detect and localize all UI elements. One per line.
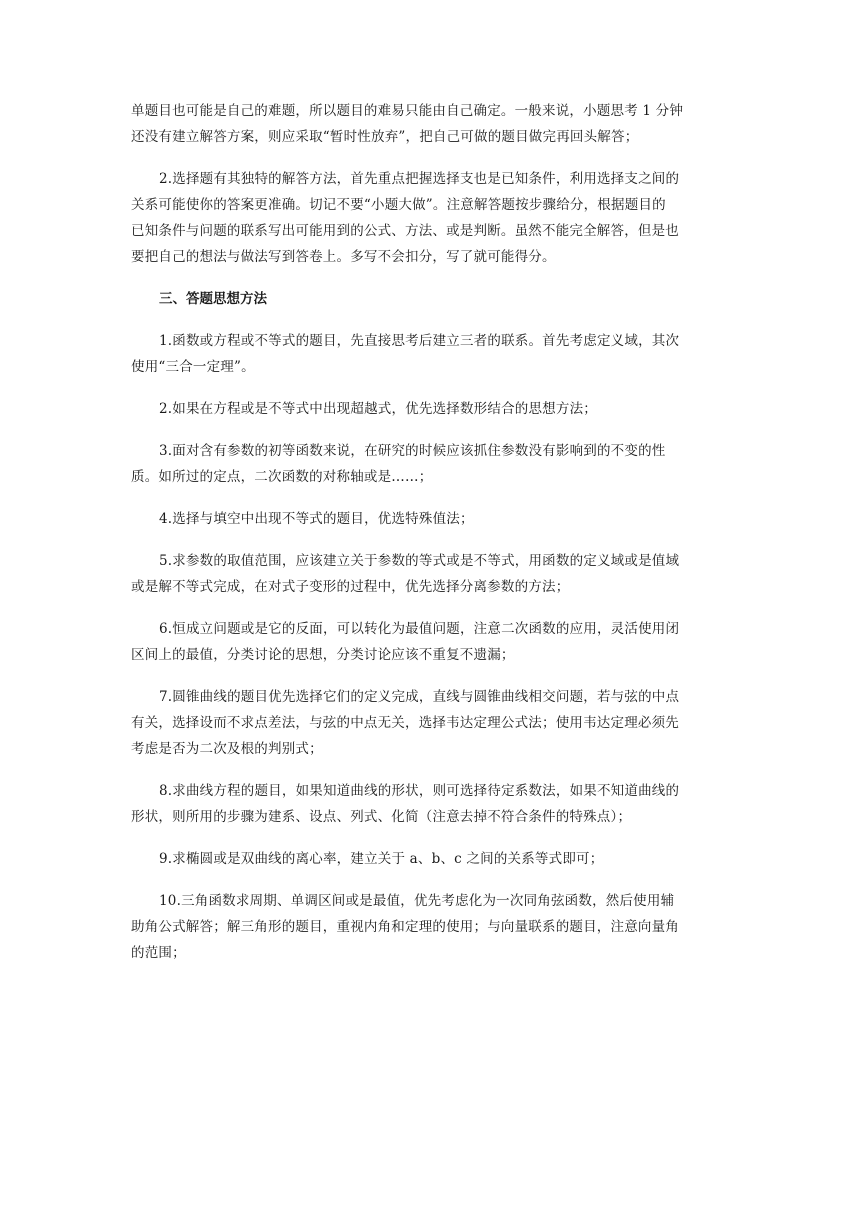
text-line: 使用“三合一定理”。 [131,359,255,375]
list-item [131,506,731,532]
text-line: 9.求椭圆或是双曲线的离心率，建立关于 a、b、c 之间的关系等式即可； [159,851,604,867]
text-line: 助角公式解答；解三角形的题目，重视内角和定理的使用；与向量联系的题目，注意向量角 [131,919,679,935]
list-item [131,778,731,830]
text-line: 单题目也可能是自己的难题，所以题目的难易只能由自己确定。一般来说，小题思考 1 分钟 [131,103,684,119]
list-item [131,396,731,422]
list-item [131,548,731,600]
list-item [131,888,731,966]
text-line: 已知条件与问题的联系写出可能用到的公式、方法、或是判断。虽然不能完全解答，但是也 [131,223,679,239]
text-line: 质。如所过的定点，二次函数的对称轴或是……； [131,469,433,485]
text-line: 2.如果在方程或是不等式中出现超越式，优先选择数形结合的思想方法； [159,401,597,417]
text-line: 要把自己的想法与做法写到答卷上。多写不会扣分，写了就可能得分。 [131,249,556,265]
text-line: 10.三角函数求周期、单调区间或是最值，优先考虑化为一次同角弦函数，然后使用辅 [159,893,675,909]
text-line: 5.求参数的取值范围，应该建立关于参数的等式或是不等式，用函数的定义域或是值域 [159,553,680,569]
document-page [131,98,731,982]
text-line: 7.圆锥曲线的题目优先选择它们的定义完成，直线与圆锥曲线相交问题，若与弦的中点 [159,689,680,705]
text-line: 还没有建立解答方案，则应采取“暂时性放弃”，把自己可做的题目做完再回头解答； [131,129,639,145]
text-line: 4.选择与填空中出现不等式的题目，优选特殊值法； [159,511,474,527]
list-item [131,616,731,668]
text-line: 有关，选择设而不求点差法，与弦的中点无关，选择韦达定理公式法；使用韦达定理必须先 [131,715,679,731]
text-line: 8.求曲线方程的题目，如果知道曲线的形状，则可选择待定系数法，如果不知道曲线的 [159,783,680,799]
list-item [131,438,731,490]
text-line: 的范围； [131,945,186,961]
text-line: 形状，则所用的步骤为建系、设点、列式、化简（注意去掉不符合条件的特殊点）； [131,809,632,825]
list-item [131,846,731,872]
intro-paragraph [131,98,731,150]
list-item [131,684,731,762]
item-2-paragraph [131,166,731,270]
text-line: 3.面对含有参数的初等函数来说，在研究的时候应该抓住参数没有影响到的不变的性 [159,443,666,459]
text-line: 或是解不等式完成，在对式子变形的过程中，优先选择分离参数的方法； [131,579,570,595]
text-line: 2.选择题有其独特的解答方法，首先重点把握选择支也是已知条件，利用选择支之间的 [159,171,680,187]
text-line: 6.恒成立问题或是它的反面，可以转化为最值问题，注意二次函数的应用，灵活使用闭 [159,621,680,637]
text-line: 关系可能使你的答案更准确。切记不要“小题大做”。注意解答题按步骤给分，根据题目的 [131,197,666,213]
list-item [131,328,731,380]
section-heading: 三、答题思想方法 [159,291,267,307]
text-line: 1.函数或方程或不等式的题目，先直接思考后建立三者的联系。首先考虑定义域，其次 [159,333,680,349]
text-line: 区间上的最值，分类讨论的思想，分类讨论应该不重复不遗漏； [131,647,515,663]
text-line: 考虑是否为二次及根的判别式； [131,741,323,757]
